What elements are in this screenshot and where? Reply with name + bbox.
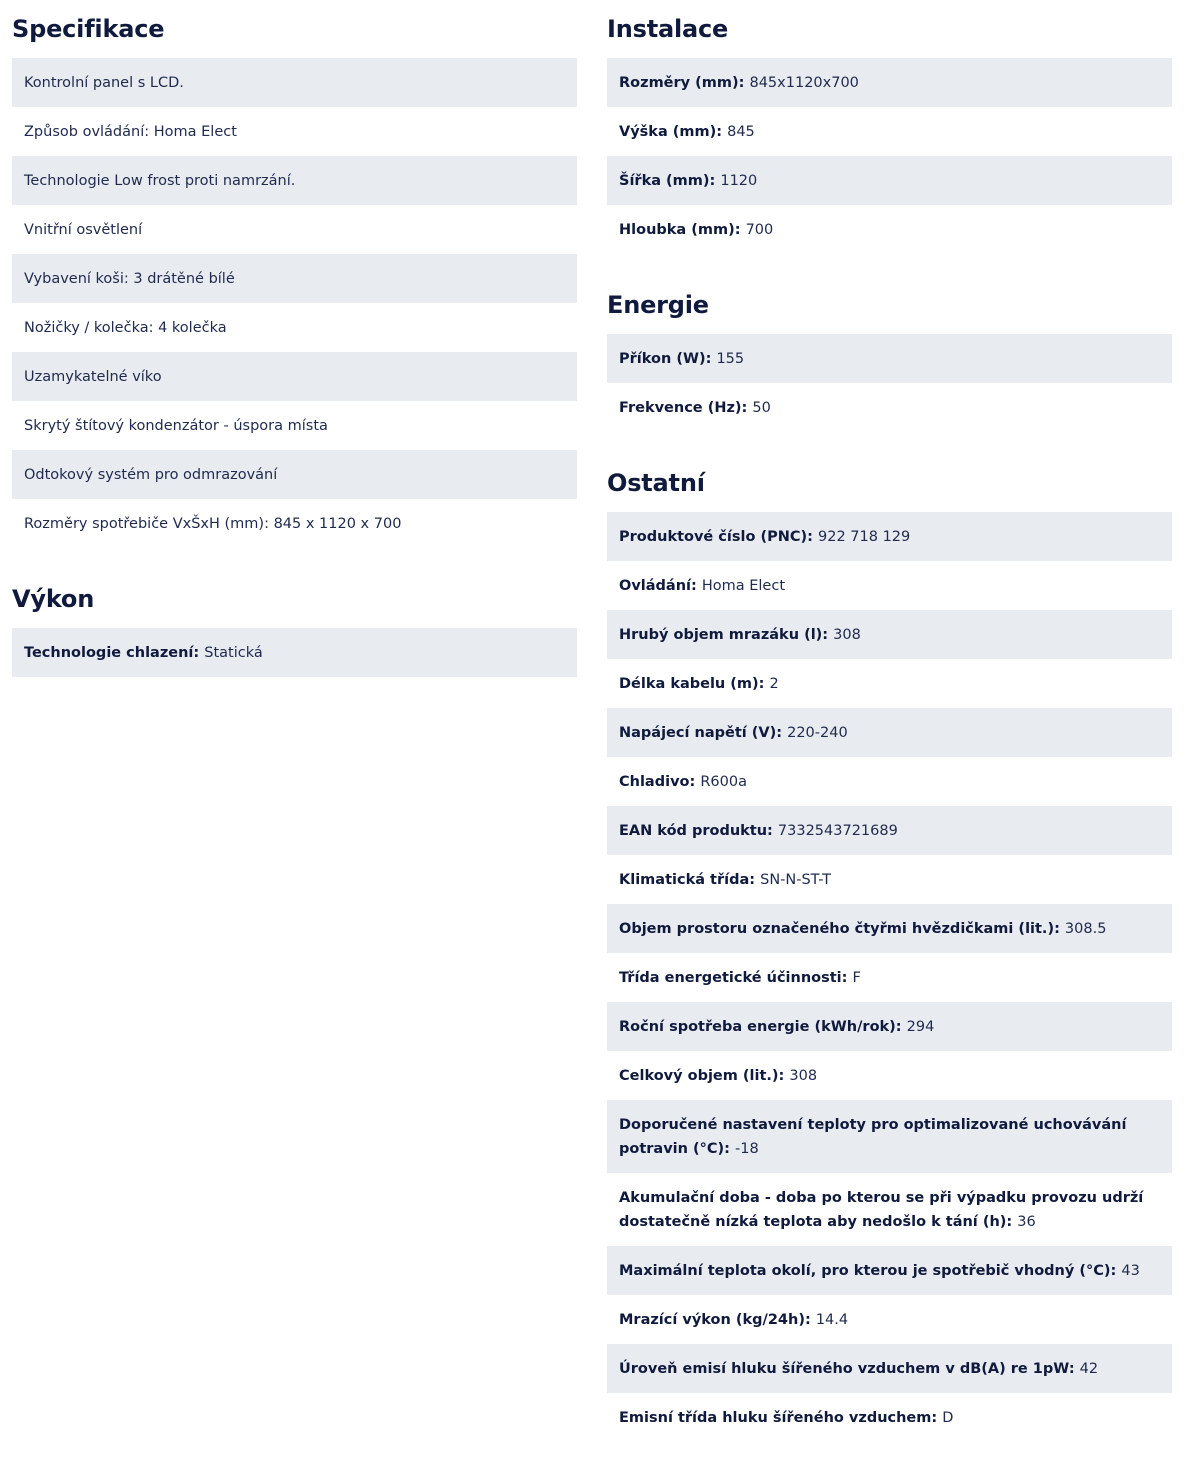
section-ostatni <box>607 454 1172 1442</box>
section-title: Ostatní <box>607 469 705 497</box>
spec-item: Způsob ovládání: Homa Elect <box>24 124 237 140</box>
spec-value: 308 <box>789 1068 818 1084</box>
spec-item: Skrytý štítový kondenzátor - úspora místa <box>24 418 328 434</box>
spec-value: 7332543721689 <box>777 823 898 839</box>
spec-row <box>607 1051 1172 1100</box>
spec-item: Kontrolní panel s LCD. <box>12 58 577 107</box>
spec-label: Produktové číslo (PNC): <box>619 529 818 545</box>
spec-item: Uzamykatelné víko <box>12 352 577 401</box>
spec-label: Šířka (mm): <box>619 173 721 189</box>
spec-row <box>607 855 1172 904</box>
spec-item: Technologie Low frost proti namrzání. <box>12 156 577 205</box>
spec-row <box>607 1295 1172 1344</box>
spec-row <box>607 1100 1172 1173</box>
spec-label: Hloubka (mm): <box>619 222 746 238</box>
spec-item: Odtokový systém pro odmrazování <box>12 450 577 499</box>
section-title: Energie <box>607 291 709 319</box>
spec-label: EAN kód produktu: <box>619 823 778 839</box>
spec-value: 308 <box>833 627 861 643</box>
spec-label: Délka kabelu (m): <box>619 676 770 692</box>
spec-label: Akumulační doba - doba po kterou se při výpadku provozu udrží dostatečně nízká teplota aby nedošlo k tání (h): <box>619 1190 1144 1230</box>
spec-value: 845 <box>727 124 755 140</box>
section-energie <box>607 276 1172 432</box>
spec-value: 43 <box>1121 1263 1140 1279</box>
spec-item: Nožičky / kolečka: 4 kolečka <box>24 320 227 336</box>
spec-label: Úroveň emisí hluku šířeného vzduchem v dB(A) re 1pW: <box>619 1361 1080 1377</box>
spec-value: 308.5 <box>1064 921 1107 937</box>
spec-label: Objem prostoru označeného čtyřmi hvězdičkami (lit.): <box>619 921 1065 937</box>
spec-label: Ovládání: <box>619 578 702 594</box>
spec-row <box>607 156 1172 205</box>
spec-label: Emisní třída hluku šířeného vzduchem: <box>619 1410 943 1426</box>
spec-row <box>607 1246 1172 1295</box>
spec-item: Vybavení koši: 3 drátěné bílé <box>12 254 577 303</box>
spec-row <box>607 383 1172 432</box>
spec-row <box>607 334 1172 383</box>
spec-label: Rozměry (mm): <box>619 75 750 91</box>
spec-label: Příkon (W): <box>619 351 717 367</box>
spec-value: 220-240 <box>787 725 848 741</box>
section-specifikace <box>12 0 577 548</box>
spec-value: 36 <box>1017 1214 1036 1230</box>
spec-value: 922 718 129 <box>818 529 911 545</box>
spec-value: 700 <box>745 222 774 238</box>
spec-label: Klimatická třída: <box>619 872 761 888</box>
spec-item: Rozměry spotřebiče VxŠxH (mm): 845 x 1120 x 700 <box>24 516 402 532</box>
spec-row <box>607 1173 1172 1246</box>
spec-value: Homa Elect <box>701 578 786 594</box>
spec-label: Frekvence (Hz): <box>619 400 753 416</box>
section-title: Výkon <box>12 585 95 613</box>
spec-value: 294 <box>906 1019 935 1035</box>
spec-label: Hrubý objem mrazáku (l): <box>619 627 834 643</box>
spec-label: Roční spotřeba energie (kWh/rok): <box>619 1019 907 1035</box>
spec-row <box>12 628 577 677</box>
spec-row <box>607 1002 1172 1051</box>
spec-row <box>607 806 1172 855</box>
spec-row <box>607 512 1172 561</box>
spec-value: R600a <box>700 774 747 790</box>
spec-value: 2 <box>769 676 779 692</box>
spec-value: 50 <box>752 400 771 416</box>
section-vykon <box>12 570 577 677</box>
spec-row <box>607 561 1172 610</box>
spec-label: Třída energetické účinnosti: <box>619 970 853 986</box>
spec-row <box>607 107 1172 156</box>
spec-row <box>607 659 1172 708</box>
spec-value: 845x1120x700 <box>749 75 859 91</box>
spec-row <box>607 610 1172 659</box>
spec-item: Vnitřní osvětlení <box>24 222 143 238</box>
spec-label: Chladivo: <box>619 774 701 790</box>
spec-value: 42 <box>1079 1361 1099 1377</box>
spec-label: Napájecí napětí (V): <box>619 725 788 741</box>
spec-label: Doporučené nastavení teploty pro optimalizované uchovávání potravin (°C): <box>619 1117 1127 1157</box>
spec-value: 155 <box>716 351 745 367</box>
spec-row <box>607 205 1172 254</box>
spec-label: Výška (mm): <box>619 124 728 140</box>
spec-row <box>607 757 1172 806</box>
spec-value: -18 <box>735 1141 759 1157</box>
spec-row <box>607 1393 1172 1442</box>
section-title: Instalace <box>607 15 729 43</box>
section-title: Specifikace <box>12 15 165 43</box>
spec-label: Mrazící výkon (kg/24h): <box>619 1312 816 1328</box>
spec-row <box>607 58 1172 107</box>
section-instalace <box>607 0 1172 254</box>
spec-row <box>607 708 1172 757</box>
spec-value: 1120 <box>720 173 758 189</box>
right-column <box>607 0 1172 1464</box>
spec-label: Technologie chlazení: <box>24 645 205 661</box>
left-column <box>12 0 577 699</box>
spec-value: D <box>942 1410 954 1426</box>
spec-value: SN-N-ST-T <box>760 872 831 888</box>
spec-value: 14.4 <box>815 1312 849 1328</box>
spec-value: F <box>852 970 861 986</box>
spec-row <box>607 953 1172 1002</box>
spec-row <box>607 1344 1172 1393</box>
spec-value: Statická <box>204 645 263 661</box>
spec-label: Celkový objem (lit.): <box>619 1068 790 1084</box>
spec-row <box>607 904 1172 953</box>
spec-label: Maximální teplota okolí, pro kterou je spotřebič vhodný (°C): <box>619 1263 1122 1279</box>
